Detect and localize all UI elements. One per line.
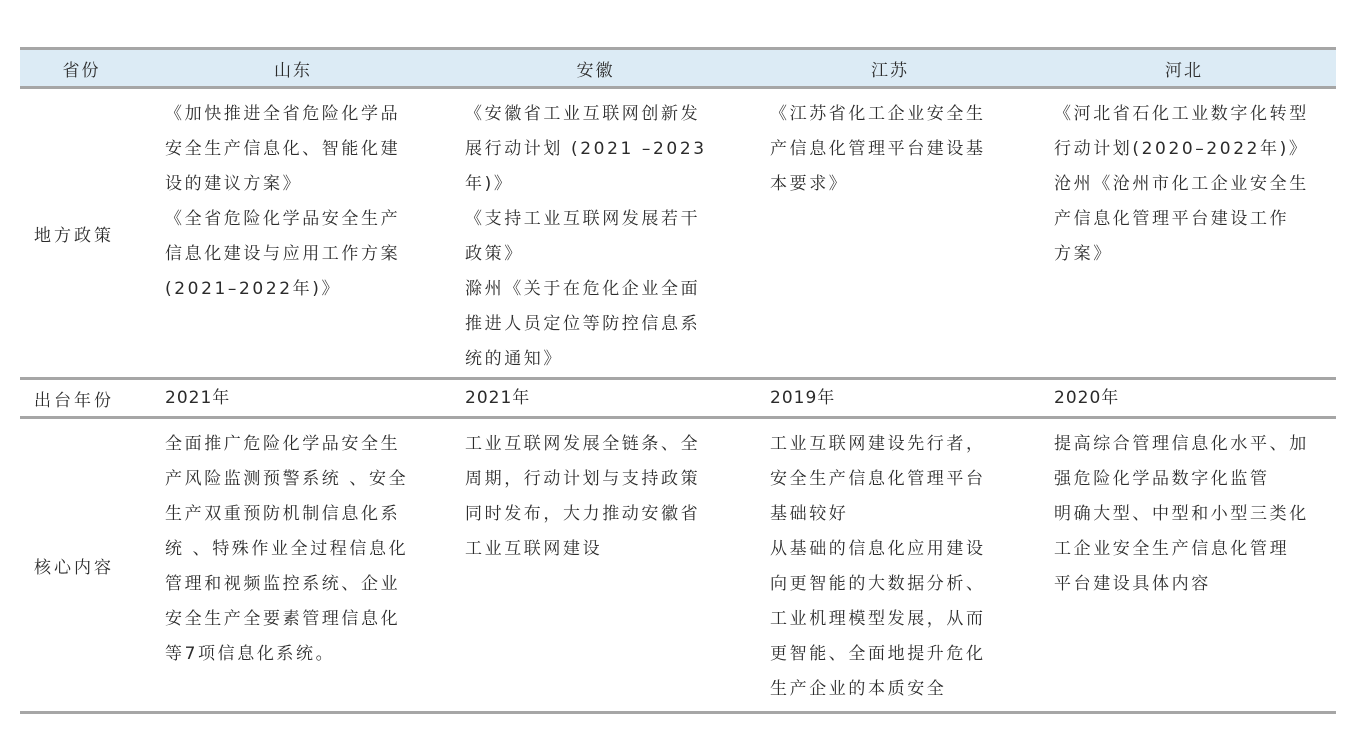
cell-line: 年)》 (465, 174, 514, 194)
cell-line: 明确大型、中型和小型三类化 (1054, 504, 1309, 524)
cell-line: 《加快推进全省危险化学品 (165, 104, 401, 124)
table-row-core (20, 419, 1336, 711)
cell-line: 行动计划(2020–2022年)》 (1054, 139, 1309, 159)
cell-line: 方案》 (1054, 244, 1113, 264)
row-label-policy: 地方政策 (34, 225, 114, 246)
cell-line: 平台建设具体内容 (1054, 574, 1211, 594)
cell-line: 生产双重预防机制信息化系 (165, 504, 401, 524)
cell-line: 从基础的信息化应用建设 (770, 539, 986, 559)
cell-line: (2021–2022年)》 (165, 279, 342, 299)
cell-line: 工企业安全生产信息化管理 (1054, 539, 1290, 559)
year-cell-hebei: 2020年 (1054, 388, 1120, 408)
cell-line: 同时发布，大力推动安徽省 (465, 504, 701, 524)
cell-line: 推进人员定位等防控信息系 (465, 314, 701, 334)
cell-line: 管理和视频监控系统、企业 (165, 574, 401, 594)
cell-line: 统 、特殊作业全过程信息化 (165, 539, 409, 559)
cell-line: 工业机理模型发展，从而 (770, 609, 986, 629)
core-cell-jiangsu (748, 419, 1032, 711)
cell-line: 滁州《关于在危化企业全面 (465, 279, 701, 299)
header-shandong: 山东 (274, 60, 312, 81)
policy-cell-anhui (443, 89, 748, 377)
cell-line: 基础较好 (770, 504, 849, 524)
year-cell-jiangsu: 2019年 (770, 388, 836, 408)
cell-line: 等7项信息化系统。 (165, 644, 336, 664)
core-cell-hebei (1032, 419, 1336, 711)
cell-line: 向更智能的大数据分析、 (770, 574, 986, 594)
header-jiangsu: 江苏 (871, 60, 909, 81)
core-cell-anhui (443, 419, 748, 711)
row-label-year: 出台年份 (34, 390, 114, 411)
cell-line: 《支持工业互联网发展若干 (465, 209, 701, 229)
cell-line: 生产企业的本质安全 (770, 679, 947, 699)
cell-line: 安全生产信息化管理平台 (770, 469, 986, 489)
cell-line: 展行动计划 (2021 –2023 (465, 139, 707, 159)
cell-line: 产风险监测预警系统 、安全 (165, 469, 409, 489)
cell-line: 产信息化管理平台建设基 (770, 139, 986, 159)
cell-line: 周期，行动计划与支持政策 (465, 469, 701, 489)
header-hebei: 河北 (1165, 60, 1203, 81)
header-anhui: 安徽 (576, 60, 615, 81)
cell-line: 工业互联网建设 (465, 539, 603, 559)
year-cell-shandong: 2021年 (165, 388, 231, 408)
cell-line: 《全省危险化学品安全生产 (165, 209, 401, 229)
row-label-core: 核心内容 (34, 557, 114, 578)
cell-line: 《江苏省化工企业安全生 (770, 104, 986, 124)
year-cell-anhui: 2021年 (465, 388, 531, 408)
cell-line: 统的通知》 (465, 349, 563, 369)
cell-line: 政策》 (465, 244, 524, 264)
core-cell-shandong (143, 419, 443, 711)
cell-line: 沧州《沧州市化工企业安全生 (1054, 174, 1309, 194)
cell-line: 设的建议方案》 (165, 174, 303, 194)
cell-line: 安全生产全要素管理信息化 (165, 609, 401, 629)
cell-line: 产信息化管理平台建设工作 (1054, 209, 1290, 229)
header-province: 省份 (62, 60, 101, 81)
cell-line: 提高综合管理信息化水平、加 (1054, 434, 1309, 454)
cell-line: 安全生产信息化、智能化建 (165, 139, 401, 159)
policy-cell-hebei (1032, 89, 1336, 377)
cell-line: 信息化建设与应用工作方案 (165, 244, 401, 264)
bottom-rule (20, 711, 1336, 714)
cell-line: 《河北省石化工业数字化转型 (1054, 104, 1309, 124)
province-policy-table (20, 47, 1336, 714)
table-row-policy (20, 89, 1336, 377)
policy-cell-jiangsu (748, 89, 1032, 377)
cell-line: 更智能、全面地提升危化 (770, 644, 986, 664)
cell-line: 工业互联网发展全链条、全 (465, 434, 701, 454)
cell-line: 工业互联网建设先行者， (770, 434, 986, 454)
policy-cell-shandong (143, 89, 443, 377)
cell-line: 全面推广危险化学品安全生 (165, 434, 401, 454)
cell-line: 本要求》 (770, 174, 849, 194)
table-row-year (20, 380, 1336, 416)
cell-line: 《安徽省工业互联网创新发 (465, 104, 701, 124)
table-header (20, 50, 1336, 86)
cell-line: 强危险化学品数字化监管 (1054, 469, 1270, 489)
